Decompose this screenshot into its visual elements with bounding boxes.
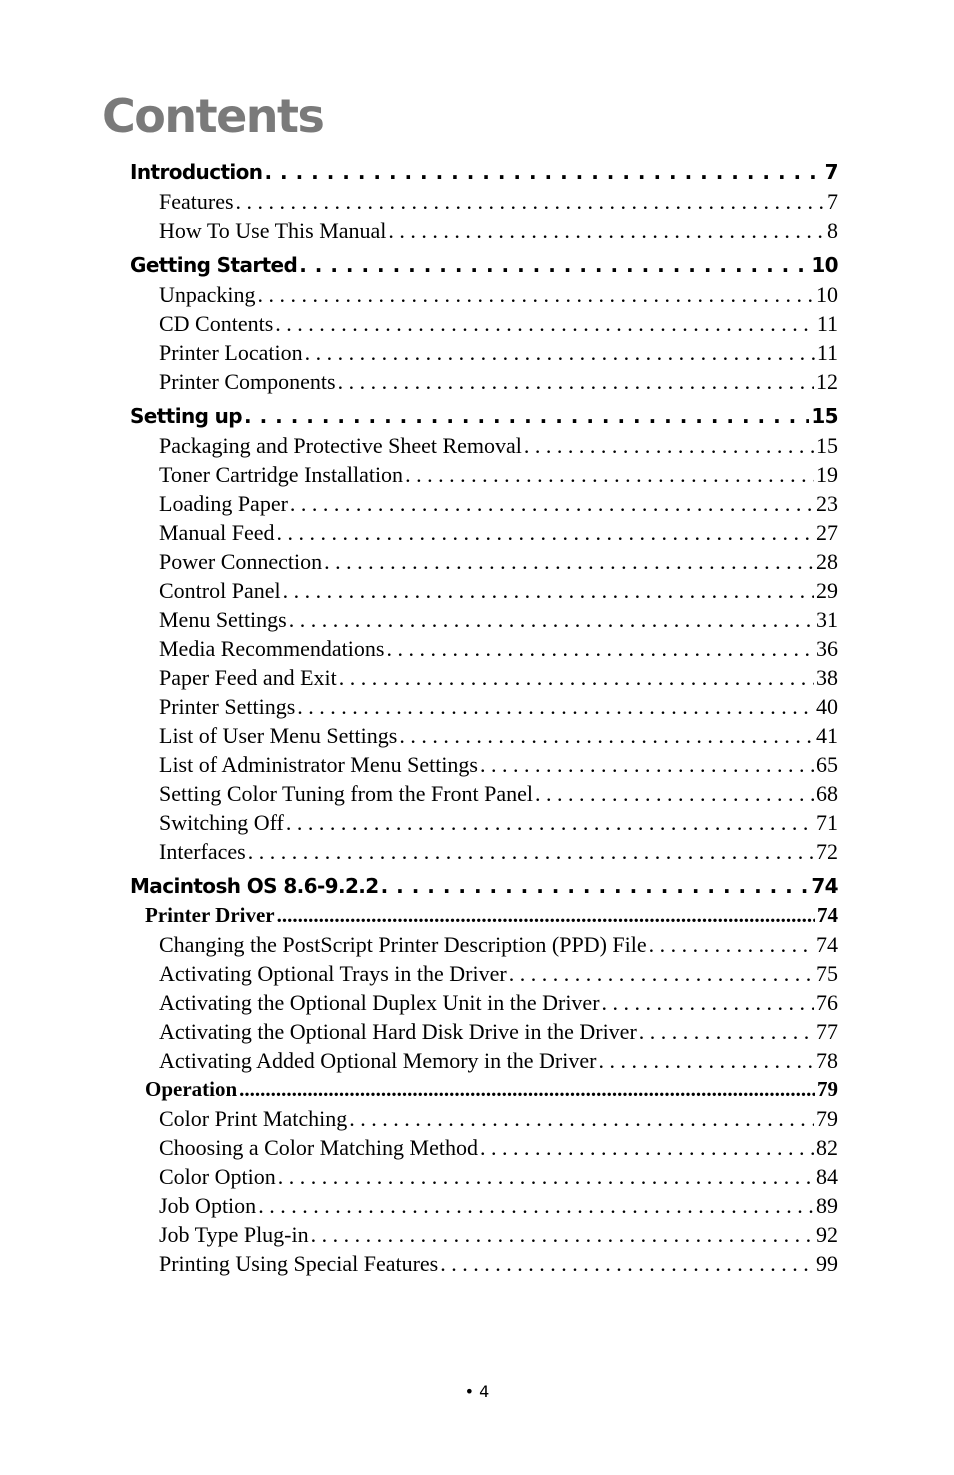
toc-entry[interactable] <box>159 1019 838 1045</box>
toc-entry[interactable] <box>159 810 838 836</box>
toc-page-number: 76 <box>816 990 838 1015</box>
toc-entry[interactable] <box>159 990 838 1016</box>
dot-leader <box>639 1019 814 1045</box>
dot-leader <box>338 369 814 395</box>
dot-leader <box>276 520 814 546</box>
dot-leader <box>244 404 809 428</box>
dot-leader <box>349 1106 814 1132</box>
toc-page-number: 74 <box>817 903 838 927</box>
dot-leader <box>239 1077 815 1102</box>
toc-label: Introduction <box>130 160 263 184</box>
toc-label: Toner Cartridge Installation <box>159 462 404 487</box>
toc-entry[interactable] <box>159 218 838 244</box>
toc-page-number: 71 <box>816 810 838 835</box>
toc-page-number: 99 <box>816 1251 838 1276</box>
dot-leader <box>405 462 814 488</box>
dot-leader <box>278 1164 814 1190</box>
toc-entry[interactable] <box>159 932 838 958</box>
toc-entry[interactable] <box>159 665 838 691</box>
toc-entry[interactable] <box>159 189 838 215</box>
toc-label: Control Panel <box>159 578 281 603</box>
toc-page-number: 10 <box>811 253 838 277</box>
toc-label: Menu Settings <box>159 607 287 632</box>
toc-label: Unpacking <box>159 282 256 307</box>
dot-leader <box>381 874 810 898</box>
dot-leader <box>258 1193 814 1219</box>
toc-page-number: 74 <box>811 874 838 898</box>
toc-label: Activating the Optional Duplex Unit in the Driver <box>159 990 600 1015</box>
toc-page-number: 92 <box>816 1222 838 1247</box>
toc-page-number: 7 <box>824 160 838 184</box>
toc-subsection[interactable] <box>145 903 838 928</box>
dot-leader <box>535 781 814 807</box>
dot-leader <box>305 340 815 366</box>
toc-page-number: 84 <box>816 1164 838 1189</box>
dot-leader <box>290 491 814 517</box>
dot-leader <box>524 433 814 459</box>
toc-label: Operation <box>145 1077 238 1101</box>
toc-label: List of Administrator Menu Settings <box>159 752 478 777</box>
toc-chapter[interactable] <box>130 874 838 898</box>
toc-label: Features <box>159 189 234 214</box>
toc-entry[interactable] <box>159 1106 838 1132</box>
toc-page-number: 38 <box>816 665 838 690</box>
toc-entry[interactable] <box>159 694 838 720</box>
toc-label: Printer Driver <box>145 903 275 927</box>
dot-leader <box>297 694 814 720</box>
toc-entry[interactable] <box>159 491 838 517</box>
toc-label: Choosing a Color Matching Method <box>159 1135 478 1160</box>
toc-label: Loading Paper <box>159 491 288 516</box>
toc-label: Printer Settings <box>159 694 296 719</box>
toc-page-number: 28 <box>816 549 838 574</box>
dot-leader <box>277 903 815 928</box>
dot-leader <box>649 932 814 958</box>
toc-label: Packaging and Protective Sheet Removal <box>159 433 522 458</box>
toc-label: Changing the PostScript Printer Description (PPD) File <box>159 932 647 957</box>
toc-page-number: 79 <box>817 1077 838 1101</box>
toc-page-number: 7 <box>827 189 838 214</box>
toc-page-number: 19 <box>816 462 838 487</box>
toc-label: Color Print Matching <box>159 1106 348 1131</box>
page-title: Contents <box>102 89 324 143</box>
toc-entry[interactable] <box>159 369 838 395</box>
dot-leader <box>339 665 814 691</box>
toc-entry[interactable] <box>159 1222 838 1248</box>
toc-label: Job Option <box>159 1193 257 1218</box>
dot-leader <box>386 636 814 662</box>
toc-label: Setting up <box>130 404 243 428</box>
toc-entry[interactable] <box>159 462 838 488</box>
page-number: • 4 <box>464 1382 490 1401</box>
toc-page-number: 15 <box>811 404 838 428</box>
toc-page-number: 75 <box>816 961 838 986</box>
toc-label: Interfaces <box>159 839 246 864</box>
toc-page-number: 27 <box>816 520 838 545</box>
toc-page-number: 36 <box>816 636 838 661</box>
toc-page-number: 15 <box>816 433 838 458</box>
dot-leader <box>289 607 814 633</box>
dot-leader <box>399 723 814 749</box>
toc-label: Activating Added Optional Memory in the Driver <box>159 1048 597 1073</box>
toc-label: Activating the Optional Hard Disk Drive in the Driver <box>159 1019 637 1044</box>
toc-label: Media Recommendations <box>159 636 385 661</box>
toc-entry[interactable] <box>159 1164 838 1190</box>
toc-entry[interactable] <box>159 520 838 546</box>
toc-page-number: 72 <box>816 839 838 864</box>
dot-leader <box>509 961 814 987</box>
toc-subsection[interactable] <box>145 1077 838 1102</box>
toc-page-number: 10 <box>816 282 838 307</box>
toc-label: Printer Components <box>159 369 336 394</box>
toc-page-number: 23 <box>816 491 838 516</box>
toc-entry[interactable] <box>159 311 838 337</box>
toc-page-number: 68 <box>816 781 838 806</box>
toc-label: Getting Started <box>130 253 298 277</box>
toc-chapter[interactable] <box>130 404 838 428</box>
toc-page-number: 12 <box>816 369 838 394</box>
toc-label: Paper Feed and Exit <box>159 665 337 690</box>
toc-page-number: 29 <box>816 578 838 603</box>
toc-label: Color Option <box>159 1164 276 1189</box>
toc-label: CD Contents <box>159 311 274 336</box>
toc-label: List of User Menu Settings <box>159 723 398 748</box>
toc-label: Switching Off <box>159 810 284 835</box>
toc-entry[interactable] <box>159 1048 838 1074</box>
dot-leader <box>283 578 814 604</box>
toc-entry[interactable] <box>159 607 838 633</box>
dot-leader <box>324 549 814 575</box>
dot-leader <box>264 160 822 184</box>
toc-entry[interactable] <box>159 1251 838 1277</box>
toc-page-number: 77 <box>816 1019 838 1044</box>
dot-leader <box>480 1135 814 1161</box>
dot-leader <box>598 1048 814 1074</box>
dot-leader <box>248 839 814 865</box>
toc-label: Power Connection <box>159 549 323 574</box>
toc-label: Printer Location <box>159 340 303 365</box>
toc-entry[interactable] <box>159 961 838 987</box>
dot-leader <box>388 218 825 244</box>
toc-label: Macintosh OS 8.6-9.2.2 <box>130 874 379 898</box>
dot-leader <box>286 810 814 836</box>
toc-page-number: 11 <box>816 311 838 336</box>
toc-label: Job Type Plug-in <box>159 1222 309 1247</box>
dot-leader <box>311 1222 814 1248</box>
toc-page-number: 78 <box>816 1048 838 1073</box>
toc-entry[interactable] <box>159 282 838 308</box>
toc-entry[interactable] <box>159 839 838 865</box>
toc-entry[interactable] <box>159 1193 838 1219</box>
toc-entry[interactable] <box>159 433 838 459</box>
toc-page-number: 40 <box>816 694 838 719</box>
toc-entry[interactable] <box>159 752 838 778</box>
toc-entry[interactable] <box>159 723 838 749</box>
toc-label: Activating Optional Trays in the Driver <box>159 961 507 986</box>
toc-chapter[interactable] <box>130 253 838 277</box>
dot-leader <box>275 311 815 337</box>
toc-label: Manual Feed <box>159 520 275 545</box>
toc-label: Setting Color Tuning from the Front Panel <box>159 781 534 806</box>
toc-entry[interactable] <box>159 549 838 575</box>
dot-leader <box>602 990 814 1016</box>
dot-leader <box>480 752 814 778</box>
toc-page-number: 11 <box>816 340 838 365</box>
toc-page-number: 41 <box>816 723 838 748</box>
dot-leader <box>299 253 809 277</box>
toc-page-number: 8 <box>827 218 838 243</box>
toc-page-number: 74 <box>816 932 838 957</box>
toc-page-number: 65 <box>816 752 838 777</box>
toc-entry[interactable] <box>159 578 838 604</box>
toc-label: Printing Using Special Features <box>159 1251 439 1276</box>
toc-chapter[interactable] <box>130 160 838 184</box>
toc-page-number: 89 <box>816 1193 838 1218</box>
toc-entry[interactable] <box>159 636 838 662</box>
toc-entry[interactable] <box>159 781 838 807</box>
toc-page-number: 79 <box>816 1106 838 1131</box>
toc-entry[interactable] <box>159 340 838 366</box>
dot-leader <box>236 189 825 215</box>
toc-page-number: 31 <box>816 607 838 632</box>
toc-entry[interactable] <box>159 1135 838 1161</box>
dot-leader <box>258 282 814 308</box>
dot-leader <box>440 1251 814 1277</box>
toc-page-number: 82 <box>816 1135 838 1160</box>
toc-label: How To Use This Manual <box>159 218 387 243</box>
